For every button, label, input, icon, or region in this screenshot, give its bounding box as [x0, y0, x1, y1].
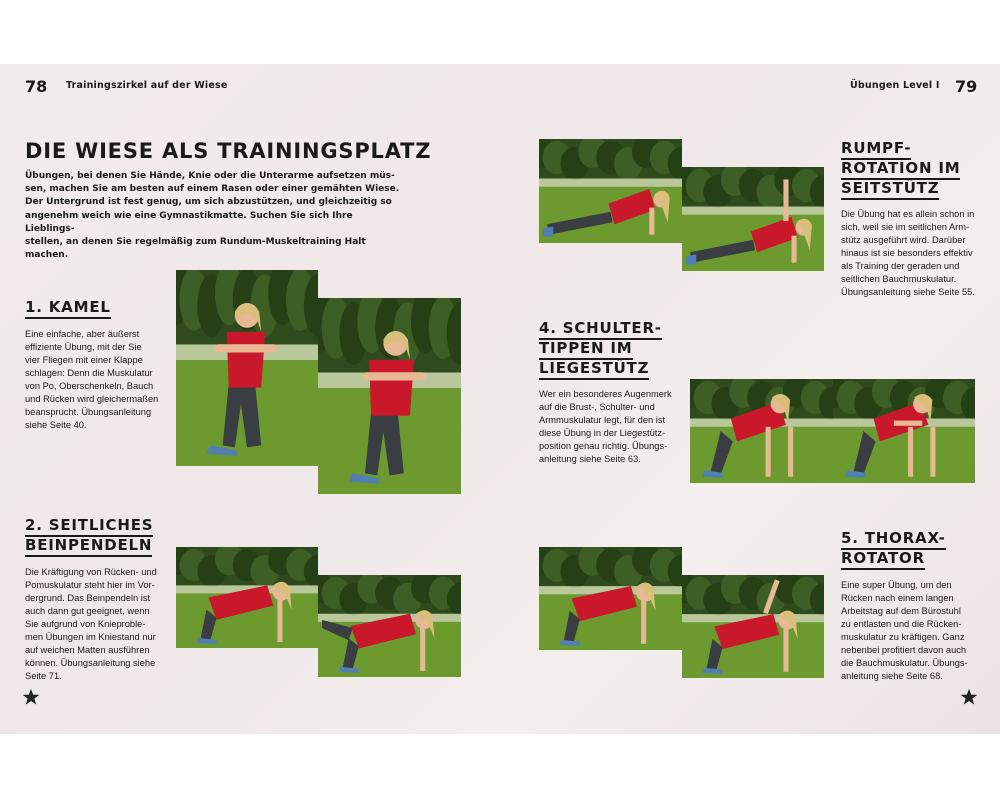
heading-line: LIEGESTÜTZ: [539, 359, 649, 380]
text-line: muskulatur zu kräftigen. Ganz: [841, 632, 965, 642]
text-line: effiziente Übung, mit der Sie: [25, 342, 142, 352]
heading-line: 5. THORAX-: [841, 529, 946, 550]
text-line: zu entlasten und die Rücken-: [841, 619, 962, 629]
exercise-text-rumpfrotation: [841, 208, 991, 299]
heading-line: ROTATOR: [841, 549, 925, 570]
left-running-head: Trainingszirkel auf der Wiese: [66, 80, 228, 91]
text-line: siehe Seite 40.: [25, 420, 87, 430]
text-line: sen, machen Sie am besten auf einem Rasen oder einer gemähten Wiese.: [25, 184, 400, 195]
star-icon: [22, 688, 40, 706]
photo-kamel-1: [176, 270, 318, 466]
text-line: angenehm weich wie eine Gymnastikmatte. Suchen Sie sich Ihre Lieblings-: [25, 210, 353, 234]
text-line: Armmuskulatur legt, für den ist: [539, 415, 666, 425]
text-line: und Rücken wird gleichermaßen: [25, 394, 159, 404]
text-line: auf weichen Matten ausführen: [25, 645, 150, 655]
heading-line: TIPPEN IM: [539, 339, 633, 360]
heading-line: 4. SCHULTER-: [539, 319, 662, 340]
exercise-heading-thoraxrotator: [841, 528, 946, 568]
text-line: Sie aufgrund von Knieproble-: [25, 619, 146, 629]
photo-beinpendeln-1: [176, 547, 318, 648]
text-line: stütz ausgeführt wird. Darüber: [841, 235, 966, 245]
star-icon: [960, 688, 978, 706]
text-line: diese Übung in der Liegestütz-: [539, 428, 666, 438]
text-line: Arbeitstag auf dem Bürostuhl: [841, 606, 961, 616]
text-line: Die Kräftigung von Rücken- und: [25, 567, 157, 577]
photo-kamel-2: [318, 298, 461, 494]
book-spread: [0, 64, 1000, 734]
heading-line: 2. SEITLICHES: [25, 516, 153, 537]
exercise-text-kamel: [25, 328, 170, 432]
heading-line: ROTATION IM: [841, 159, 960, 180]
right-page-number: 79: [955, 77, 978, 96]
text-line: vier Fliegen mit einer Klappe: [25, 355, 143, 365]
photo-schultertippen-1: [690, 379, 833, 483]
text-line: die Bauchmuskulatur. Übungs-: [841, 658, 968, 668]
text-line: von Po, Oberschenkeln, Bauch: [25, 381, 154, 391]
text-line: Wer ein besonderes Augenmerk: [539, 389, 672, 399]
text-line: position genau richtig. Übungs-: [539, 441, 668, 451]
exercise-text-beinpendeln: [25, 566, 170, 683]
exercise-text-schultertippen: [539, 388, 684, 466]
page-title: DIE WIESE ALS TRAININGSPLATZ: [25, 139, 432, 163]
text-line: auch dann gut geeignet, wenn: [25, 606, 150, 616]
photo-thoraxrotator-1: [539, 547, 682, 650]
text-line: anleitung siehe Seite 63.: [539, 454, 641, 464]
text-line: seitlichen Bauchmuskulatur.: [841, 274, 957, 284]
exercise-text-thoraxrotator: [841, 579, 991, 683]
text-line: Rücken nach einem langen: [841, 593, 954, 603]
text-line: beansprucht. Übungsanleitung: [25, 407, 152, 417]
text-line: Übungen, bei denen Sie Hände, Knie oder die Unterarme aufsetzen müs-: [25, 171, 395, 181]
text-line: Eine einfache, aber äußerst: [25, 329, 140, 339]
photo-beinpendeln-2: [318, 575, 461, 677]
text-line: Übungsanleitung siehe Seite 55.: [841, 287, 975, 297]
photo-rumpfrotation-2: [682, 167, 824, 271]
heading-line: 1. KAMEL: [25, 298, 111, 319]
photo-thoraxrotator-2: [682, 575, 824, 678]
text-line: Pomuskulatur steht hier im Vor-: [25, 580, 155, 590]
text-line: Eine super Übung, um den: [841, 580, 952, 590]
right-running-head: Übungen Level I: [850, 80, 940, 91]
heading-line: RUMPF-: [841, 139, 911, 160]
heading-line: BEINPENDELN: [25, 536, 152, 557]
text-line: anleitung siehe Seite 68.: [841, 671, 943, 681]
left-page-number: 78: [25, 77, 48, 96]
text-line: als Training der geraden und: [841, 261, 960, 271]
text-line: men Übungen im Kniestand nur: [25, 632, 156, 642]
text-line: Seite 71.: [25, 671, 62, 681]
exercise-heading-schultertippen: [539, 318, 662, 378]
exercise-heading-beinpendeln: [25, 515, 153, 555]
text-line: können. Übungsanleitung siehe: [25, 658, 156, 668]
text-line: sich, weil sie im seitlichen Arm-: [841, 222, 970, 232]
heading-line: SEITSTÜTZ: [841, 179, 939, 200]
intro-paragraph: [25, 170, 405, 262]
text-line: nebenbei profitiert davon auch: [841, 645, 967, 655]
exercise-heading-kamel: [25, 297, 111, 317]
exercise-heading-rumpfrotation: [841, 138, 960, 198]
text-line: auf die Brust-, Schulter- und: [539, 402, 655, 412]
photo-rumpfrotation-1: [539, 139, 682, 243]
text-line: Der Untergrund ist fest genug, um sich abzustützen, und gleichzeitig so: [25, 197, 392, 208]
photo-schultertippen-2: [833, 379, 975, 483]
text-line: dergrund. Das Beinpendeln ist: [25, 593, 151, 603]
text-line: Die Übung hat es allein schon in: [841, 209, 975, 219]
text-line: hinaus ist sie besonders effektiv: [841, 248, 973, 258]
text-line: stellen, an denen Sie regelmäßig zum Rundum-Muskeltraining Halt machen.: [25, 237, 366, 261]
text-line: schlagen: Denn die Muskulatur: [25, 368, 153, 378]
